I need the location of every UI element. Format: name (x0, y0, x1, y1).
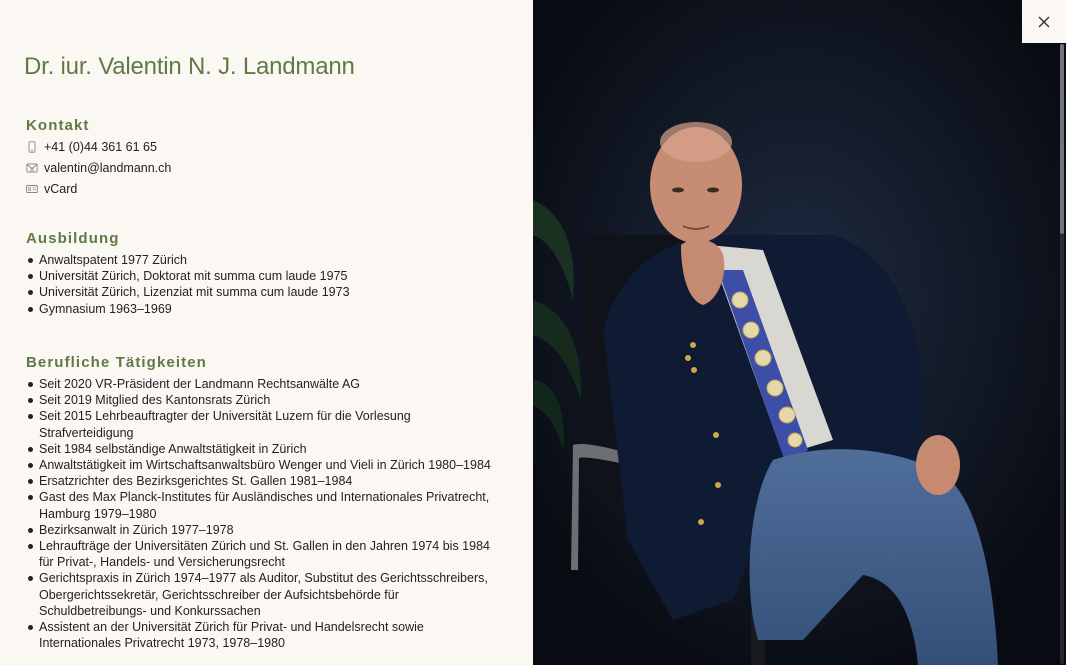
education-list (26, 252, 506, 317)
phone-icon (26, 141, 38, 153)
close-button[interactable] (1022, 0, 1066, 43)
list-item: Seit 2019 Mitglied des Kantonsrats Zürich (26, 392, 506, 408)
close-icon (1038, 16, 1050, 28)
email-address: valentin@landmann.ch (44, 161, 172, 175)
contact-heading: Kontakt (26, 117, 90, 134)
list-item: Seit 2020 VR-Präsident der Landmann Rechtsanwälte AG (26, 376, 506, 392)
list-item: Gast des Max Planck-Institutes für Ausländisches und Internationales Privatrecht, Hamburg 1979–1980 (26, 489, 506, 521)
list-item: Bezirksanwalt in Zürich 1977–1978 (26, 522, 506, 538)
portrait-illustration (533, 0, 1066, 665)
list-item: Assistent an der Universität Zürich für Privat- und Handelsrecht sowie Internationales Privatrecht 1973, 1978–1980 (26, 619, 506, 651)
list-item: Anwaltspatent 1977 Zürich (26, 252, 506, 268)
education-heading: Ausbildung (26, 230, 120, 247)
list-item: Ersatzrichter des Bezirksgerichtes St. Gallen 1981–1984 (26, 473, 506, 489)
page-title: Dr. iur. Valentin N. J. Landmann (24, 53, 355, 80)
vcard-label: vCard (44, 182, 78, 196)
career-list (26, 376, 506, 651)
list-item: Anwaltstätigkeit im Wirtschaftsanwaltsbüro Wenger und Vieli in Zürich 1980–1984 (26, 457, 506, 473)
list-item: Seit 1984 selbständige Anwaltstätigkeit in Zürich (26, 441, 506, 457)
phone-link[interactable] (26, 140, 157, 154)
list-item: Universität Zürich, Doktorat mit summa cum laude 1975 (26, 268, 506, 284)
list-item: Seit 2015 Lehrbeauftragter der Universität Luzern für die Vorlesung Strafverteidigung (26, 408, 506, 440)
career-heading: Berufliche Tätigkeiten (26, 354, 207, 371)
list-item: Gerichtspraxis in Zürich 1974–1977 als Auditor, Substitut des Gerichtsschreibers, Obergerichtssekretär, Gerichtsschreiber der Aufsichtsbehörde für Schuldbetreibungs- und Konkurssachen (26, 570, 506, 619)
phone-number: +41 (0)44 361 61 65 (44, 140, 157, 154)
vcard-icon (26, 183, 38, 195)
list-item: Lehraufträge der Universitäten Zürich und St. Gallen in den Jahren 1974 bis 1984 für Privat-, Handels- und Versicherungsrecht (26, 538, 506, 570)
email-link[interactable] (26, 161, 171, 175)
scrollbar-thumb[interactable] (1060, 44, 1064, 234)
scrollbar[interactable] (1060, 44, 1064, 664)
portrait-photo (533, 0, 1066, 665)
email-icon (26, 162, 38, 174)
list-item: Universität Zürich, Lizenziat mit summa cum laude 1973 (26, 284, 506, 300)
vcard-link[interactable] (26, 182, 77, 196)
list-item: Gymnasium 1963–1969 (26, 301, 506, 317)
